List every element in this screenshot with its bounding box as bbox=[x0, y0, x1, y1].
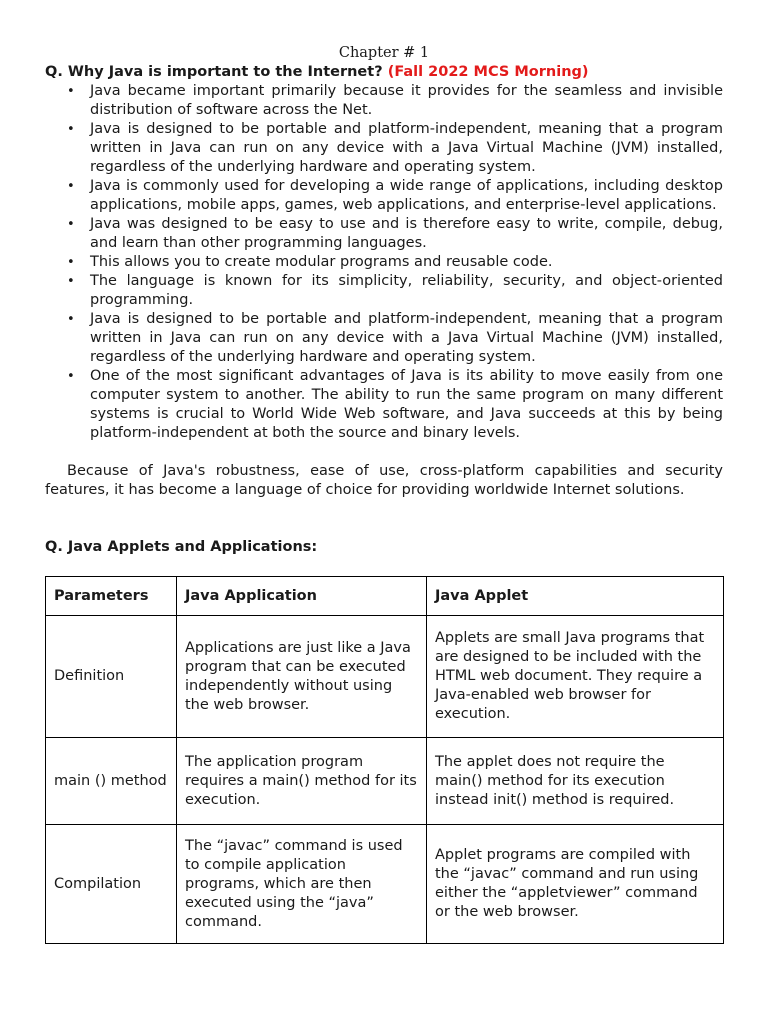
table-cell: The application program requires a main() method for its execution. bbox=[177, 738, 427, 825]
table-cell: The applet does not require the main() method for its execution instead init() method is required. bbox=[427, 738, 724, 825]
comparison-table bbox=[45, 576, 724, 944]
question-2-heading: Q. Java Applets and Applications: bbox=[45, 539, 318, 555]
table-row bbox=[46, 738, 724, 825]
table-header-cell: Parameters bbox=[46, 577, 177, 616]
bullet-item: • Java was designed to be easy to use and is therefore easy to write, compile, debug, and learn than other programming languages. bbox=[90, 215, 723, 253]
table-cell: The “javac” command is used to compile application programs, which are then executed using the “java” command. bbox=[177, 825, 427, 944]
table-header-row bbox=[46, 577, 724, 616]
table-cell: main () method bbox=[46, 738, 177, 825]
table-cell: Definition bbox=[46, 616, 177, 738]
bullet-item: • The language is known for its simplicity, reliability, security, and object-oriented programming. bbox=[90, 272, 723, 310]
document-page bbox=[45, 44, 723, 944]
table-cell: Compilation bbox=[46, 825, 177, 944]
table-cell: Applications are just like a Java program that can be executed independently without using the web browser. bbox=[177, 616, 427, 738]
question-1-tag: (Fall 2022 MCS Morning) bbox=[387, 64, 589, 80]
table-cell: Applet programs are compiled with the “javac” command and run using either the “appletviewer” command or the web browser. bbox=[427, 825, 724, 944]
bullet-item: • One of the most significant advantages of Java is its ability to move easily from one computer system to another. The ability to run the same program on many different systems is crucial to World Wide Web software, and Java succeeds at this by being platform-independent at both the source and binary levels. bbox=[90, 367, 723, 443]
closing-paragraph: Because of Java's robustness, ease of use, cross-platform capabilities and security features, it has become a language of choice for providing worldwide Internet solutions. bbox=[45, 463, 723, 498]
bullet-item: • Java became important primarily because it provides for the seamless and invisible distribution of software across the Net. bbox=[90, 82, 723, 120]
table-row bbox=[46, 825, 724, 944]
bullet-item: • Java is designed to be portable and platform-independent, meaning that a program written in Java can run on any device with a Java Virtual Machine (JVM) installed, regardless of the underlying hardware and operating system. bbox=[90, 120, 723, 177]
table-row bbox=[46, 616, 724, 738]
table-cell: Applets are small Java programs that are designed to be included with the HTML web document. They require a Java-enabled web browser for execution. bbox=[427, 616, 724, 738]
table-header-cell: Java Application bbox=[177, 577, 427, 616]
bullet-item: • Java is designed to be portable and platform-independent, meaning that a program written in Java can run on any device with a Java Virtual Machine (JVM) installed, regardless of the underlying hardware and operating system. bbox=[90, 310, 723, 367]
chapter-title: Chapter # 1 bbox=[338, 45, 430, 61]
question-1-text: Q. Why Java is important to the Internet? bbox=[45, 64, 383, 80]
bullet-item: • Java is commonly used for developing a wide range of applications, including desktop applications, mobile apps, games, web applications, and enterprise-level applications. bbox=[90, 177, 723, 215]
question-1-heading bbox=[45, 63, 723, 82]
question-1-bullet-list bbox=[45, 82, 723, 443]
bullet-item: • This allows you to create modular programs and reusable code. bbox=[90, 253, 723, 272]
table-header-cell: Java Applet bbox=[427, 577, 724, 616]
